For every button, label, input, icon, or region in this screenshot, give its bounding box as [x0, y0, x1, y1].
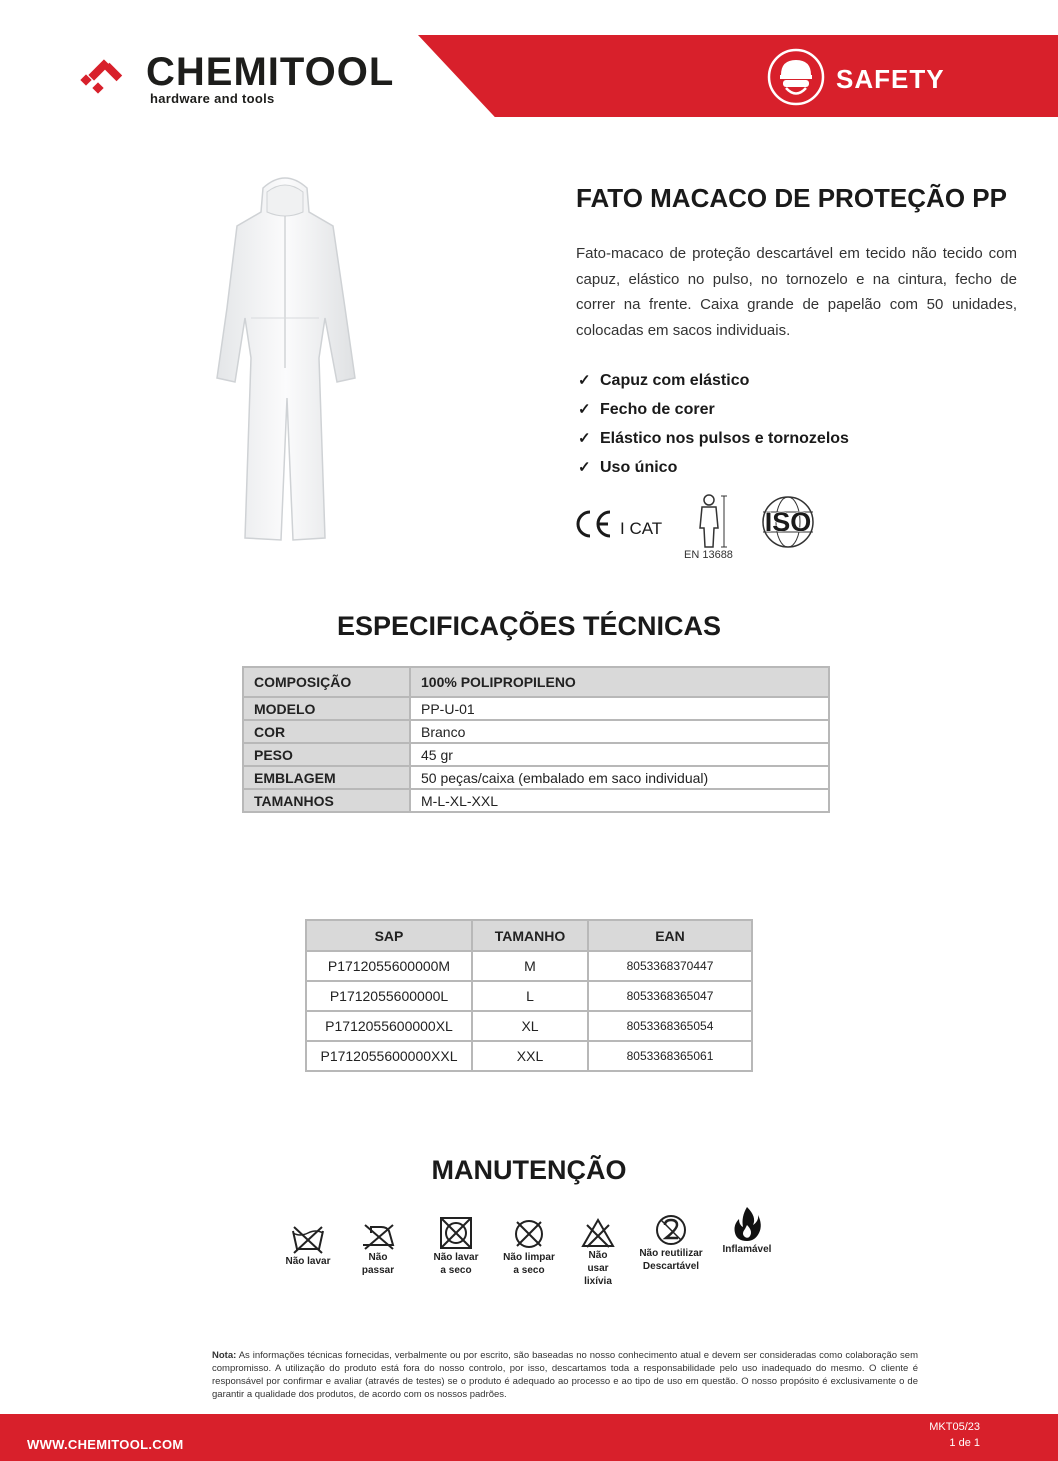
category-label: SAFETY: [836, 64, 945, 94]
footer-website-link[interactable]: WWW.CHEMITOOL.COM: [27, 1437, 184, 1452]
header-banner: [418, 35, 1058, 117]
table-header-row: [306, 920, 752, 951]
care-label: Descartável: [642, 1261, 700, 1272]
table-row: [306, 1041, 752, 1071]
feature-item: [578, 395, 849, 424]
en13688-label: EN 13688: [684, 549, 733, 561]
no-reuse-icon: [654, 1213, 688, 1247]
care-label: a seco: [513, 1265, 545, 1276]
specs-heading: ESPECIFICAÇÕES TÉCNICAS: [336, 611, 722, 641]
no-iron-icon: [359, 1221, 397, 1251]
care-label: usar: [587, 1263, 609, 1274]
spec-key: TAMANHOS: [243, 789, 410, 812]
table-row: [243, 697, 829, 720]
spec-value: 100% POLIPROPILENO: [410, 667, 829, 697]
care-label: Não reutilizar: [639, 1248, 703, 1259]
care-label: Não lavar: [433, 1252, 479, 1263]
feature-item: [578, 424, 849, 453]
table-row: [243, 766, 829, 789]
table-row: [243, 667, 829, 697]
no-bleach-icon: [581, 1217, 615, 1249]
spec-value: Branco: [410, 720, 829, 743]
check-icon: ✓: [578, 458, 591, 476]
spec-value: 50 peças/caixa (embalado em saco individual): [410, 766, 829, 789]
note-text: As informações técnicas fornecidas, verbalmente ou por escrito, são baseadas no nosso conhecimento atual e devem ser consideradas como colaboração sem compromisso. A utilização do produto está fora do nosso controlo, por isso, descartamos toda a responsabilidade pelo uso inadequado do mesmo. O cliente é responsável por confirmar e avaliar (através de testes) se o produto é adequado ao processo e ao tipo de uso em questão. O nosso propósito é exclusivamente o de garantir a qualidade dos produtos, de acordo com os nossos padrões.: [212, 1350, 918, 1400]
sap-table: [305, 919, 753, 1072]
size-cell: L: [472, 981, 588, 1011]
care-item-no-wash: [278, 1205, 338, 1268]
spec-value: PP-U-01: [410, 697, 829, 720]
product-description: Fato-macaco de proteção descartável em tecido não tecido com capuz, elástico no pulso, no tornozelo e na cintura, fecho de correr na frente. Caixa grande de papelão com 50 unidades, colocadas em sacos individuais.: [576, 245, 1017, 340]
table-row: [306, 1011, 752, 1041]
iso-globe-icon: [755, 494, 821, 550]
coverall-product-image: [205, 168, 365, 550]
specs-table: [242, 666, 830, 813]
ean-cell: 8053368370447: [588, 951, 752, 981]
ean-cell: 8053368365054: [588, 1011, 752, 1041]
maintenance-heading: MANUTENÇÃO: [431, 1155, 627, 1185]
care-item-no-reuse: [632, 1205, 710, 1273]
product-title: FATO MACACO DE PROTEÇÃO PP: [576, 183, 1007, 213]
table-row: [306, 981, 752, 1011]
care-label: Não: [588, 1250, 608, 1261]
feature-list: [578, 366, 849, 482]
care-label: Não: [368, 1252, 388, 1263]
chemitool-logo-icon: [78, 46, 134, 102]
column-header-ean: EAN: [588, 920, 752, 951]
check-icon: ✓: [578, 371, 591, 389]
care-label: Inflamável: [722, 1244, 772, 1255]
care-item-no-dry-clean-circle: [498, 1205, 560, 1277]
care-label: Não lavar: [285, 1256, 331, 1267]
ce-mark-icon: [576, 508, 663, 540]
sap-cell: P1712055600000XL: [306, 1011, 472, 1041]
feature-item: [578, 453, 849, 482]
spec-key: EMBLAGEM: [243, 766, 410, 789]
care-item-no-bleach: [574, 1205, 622, 1288]
check-icon: ✓: [578, 429, 591, 447]
sap-cell: P1712055600000XXL: [306, 1041, 472, 1071]
care-label: passar: [361, 1265, 395, 1276]
feature-label: Fecho de corer: [600, 400, 715, 418]
size-cell: XXL: [472, 1041, 588, 1071]
no-wash-icon: [290, 1223, 326, 1255]
no-dry-clean-circle-icon: [512, 1217, 546, 1251]
spec-key: COMPOSIÇÃO: [243, 667, 410, 697]
column-header-sap: SAP: [306, 920, 472, 951]
page-number: 1 de 1: [949, 1437, 980, 1449]
table-row: [243, 789, 829, 812]
column-header-size: TAMANHO: [472, 920, 588, 951]
spec-value: 45 gr: [410, 743, 829, 766]
ean-cell: 8053368365047: [588, 981, 752, 1011]
table-row: [243, 743, 829, 766]
brand-name: CHEMITOOL: [146, 50, 395, 94]
legal-note: [212, 1349, 918, 1401]
spec-key: COR: [243, 720, 410, 743]
sap-cell: P1712055600000M: [306, 951, 472, 981]
size-cell: XL: [472, 1011, 588, 1041]
feature-label: Capuz com elástico: [600, 371, 750, 389]
sap-cell: P1712055600000L: [306, 981, 472, 1011]
table-row: [243, 720, 829, 743]
care-item-no-iron: [350, 1205, 406, 1277]
document-code: MKT05/23: [929, 1421, 980, 1433]
care-label: a seco: [440, 1265, 472, 1276]
ean-cell: 8053368365061: [588, 1041, 752, 1071]
note-label: Nota:: [212, 1350, 237, 1361]
spec-key: MODELO: [243, 697, 410, 720]
brand-tagline: hardware and tools: [150, 91, 275, 106]
iso-label: ISO: [764, 507, 812, 537]
ce-category-label: I CAT: [620, 519, 663, 538]
table-row: [306, 951, 752, 981]
feature-label: Uso único: [600, 458, 678, 476]
care-label: Não limpar: [503, 1252, 555, 1263]
spec-key: PESO: [243, 743, 410, 766]
care-label: lixívia: [584, 1276, 612, 1287]
flammable-icon: [731, 1205, 763, 1243]
feature-item: [578, 366, 849, 395]
feature-label: Elástico nos pulsos e tornozelos: [600, 429, 849, 447]
care-item-flammable: [716, 1205, 778, 1256]
size-cell: M: [472, 951, 588, 981]
safety-helmet-icon: [766, 47, 826, 107]
care-item-no-dry-clean: [424, 1205, 488, 1277]
spec-value: M-L-XL-XXL: [410, 789, 829, 812]
check-icon: ✓: [578, 400, 591, 418]
no-dry-clean-icon: [438, 1215, 474, 1251]
